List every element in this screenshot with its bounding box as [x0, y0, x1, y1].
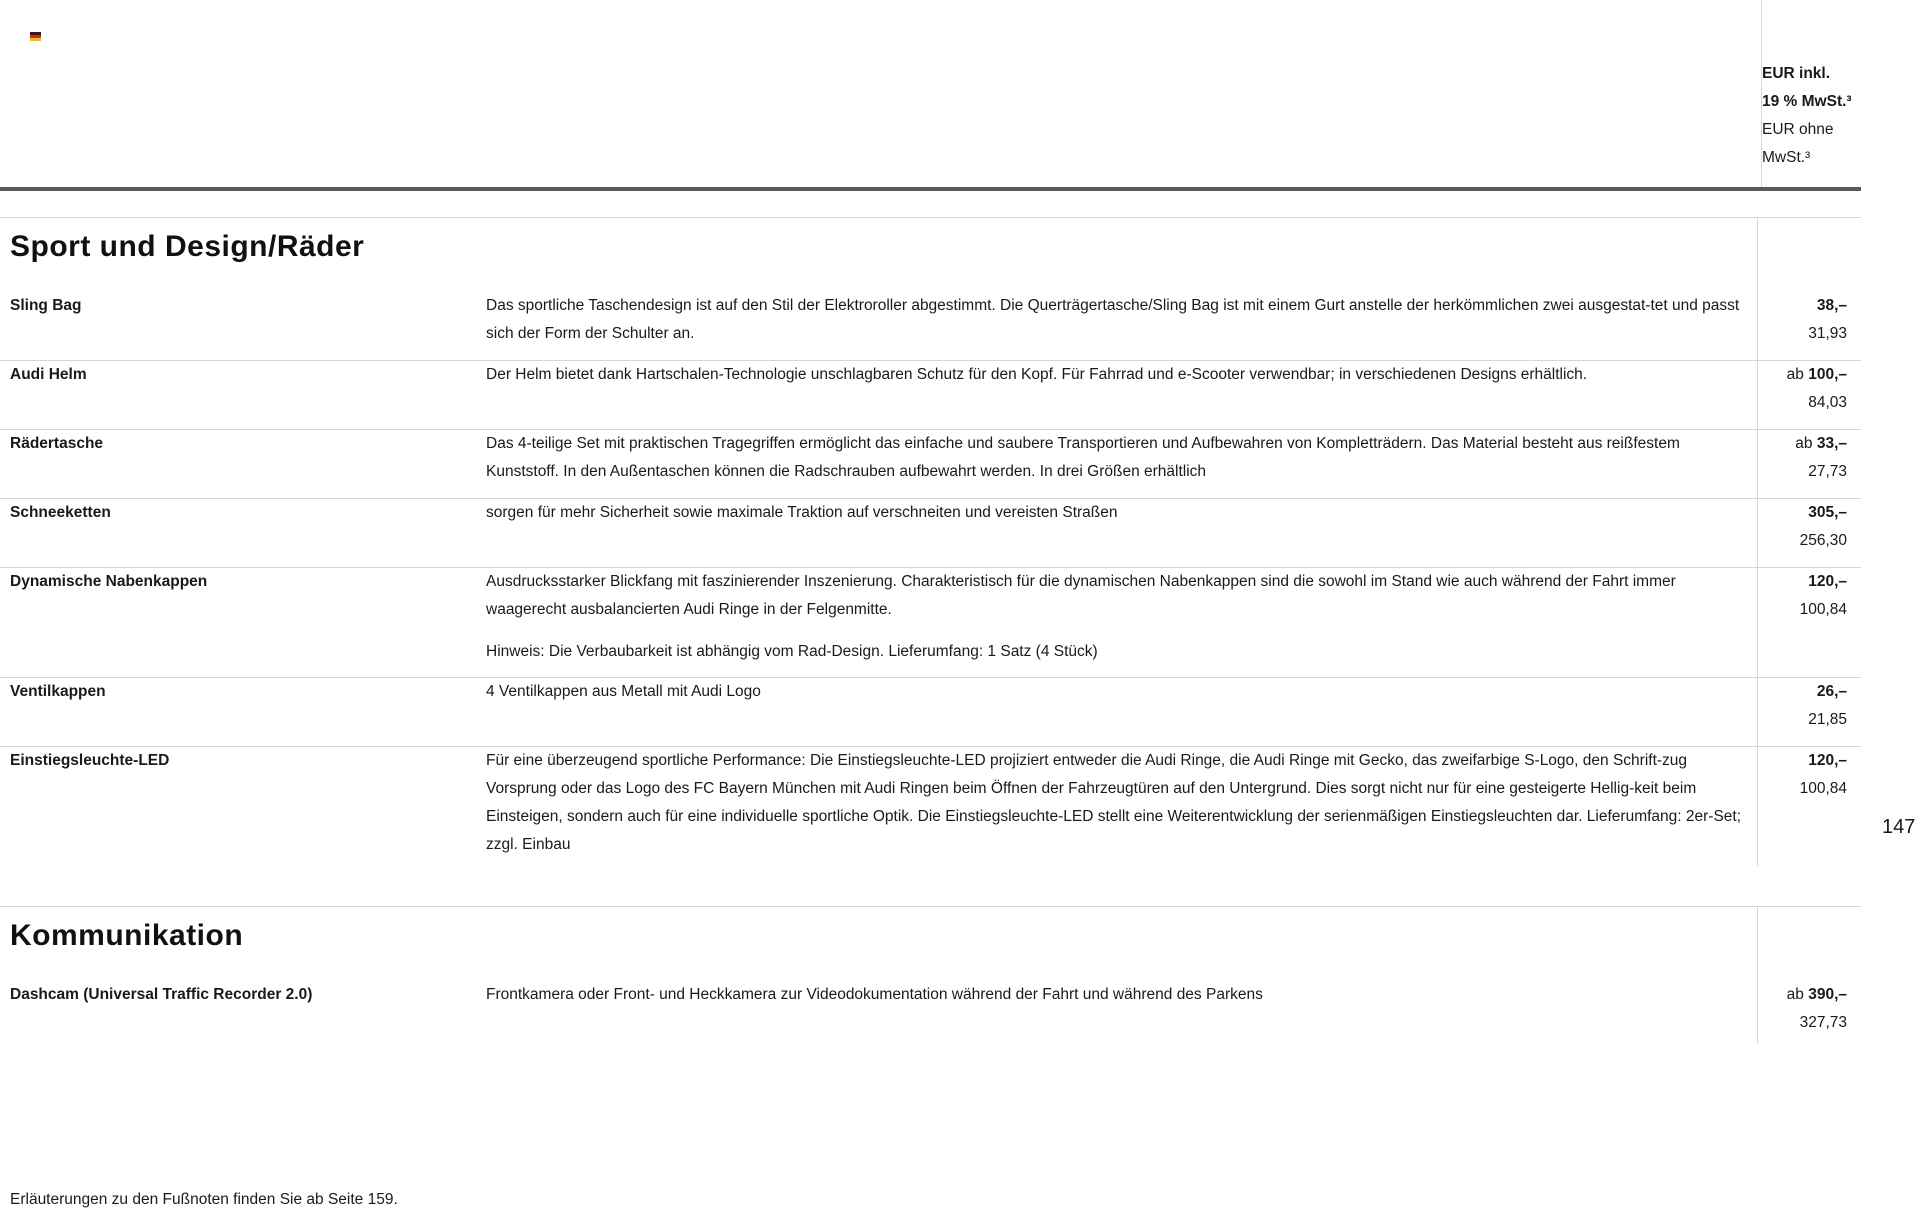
item-description: Frontkamera oder Front- und Heckkamera zur Videodokumentation während der Fahrt und während des Parkens	[486, 986, 1263, 1003]
section-kommunikation	[0, 906, 1861, 1044]
table-row	[0, 292, 1861, 361]
item-price	[1762, 499, 1847, 555]
price-net-label-1: EUR ohne	[1762, 121, 1834, 138]
price-gross: 100,–	[1808, 366, 1847, 383]
table-row	[0, 361, 1861, 430]
page-number: 147	[1882, 816, 1916, 838]
item-description: Ausdrucksstarker Blickfang mit faszinierender Inszenierung. Charakteristisch für die dynamischen Nabenkappen sind die sowohl im Stand wie auch während der Fahrt immer waagerecht ausbalancierten Audi Ringe in der Felgenmitte. Hinweis: Die Verbaubarkeit ist abhängig vom Rad-Design. Lieferumfang: 1 Satz (4 Stück)	[486, 573, 1676, 660]
table-row	[0, 499, 1861, 568]
price-gross: 390,–	[1808, 986, 1847, 1003]
item-description: Der Helm bietet dank Hartschalen-Technologie unschlagbaren Schutz für den Kopf. Für Fahrrad und e-Scooter verwendbar; in verschiedenen Designs erhältlich.	[486, 366, 1588, 383]
item-description: Für eine überzeugend sportliche Performance: Die Einstiegsleuchte-LED projiziert entweder die Audi Ringe, die Audi Ringe mit Gecko, das zweifarbige S-Logo, den Schrift-zug Vorsprung oder das Logo des FC Bayern München mit Audi Ringen beim Öffnen der Fahrzeugtüren auf den Untergrund. Dies sorgt nicht nur für eine gesteigerte Hellig-keit beim Einsteigen, sondern auch für eine individuelle sportliche Optik. Die Einstiegsleuchte-LED stellt eine Weiterentwicklung der serienmäßigen Einstiegsleuchten dar. Lieferumfang: 2er-Set; zzgl. Einbau	[486, 752, 1742, 853]
item-price	[1762, 747, 1847, 803]
section-title: Kommunikation	[10, 919, 244, 952]
item-name: Dashcam (Universal Traffic Recorder 2.0)	[10, 986, 313, 1003]
item-price: ab 33,– 27,73	[1762, 430, 1847, 486]
item-name: Rädertasche	[10, 435, 104, 452]
price-gross: 33,–	[1816, 435, 1847, 452]
item-description: Das 4-teilige Set mit praktischen Tragegriffen ermöglicht das einfache und saubere Transportieren und Aufbewahren von Kompletträdern. Das Material besteht aus reißfestem Kunststoff. In den Außentaschen können die Radschrauben aufbewahrt werden. In drei Größen erhältlich	[486, 435, 1680, 480]
item-name: Schneeketten	[10, 504, 111, 521]
price-header	[1762, 60, 1867, 172]
header-rule	[0, 187, 1861, 191]
item-price: ab 100,– 84,03	[1762, 361, 1847, 417]
price-gross: 120,–	[1808, 573, 1847, 590]
price-gross: 305,–	[1808, 504, 1847, 521]
item-description: 4 Ventilkappen aus Metall mit Audi Logo	[486, 683, 761, 700]
price-net-label-2: MwSt.³	[1762, 149, 1811, 166]
price-net: 21,85	[1808, 711, 1847, 728]
price-net: 256,30	[1799, 532, 1847, 549]
table-row	[0, 568, 1861, 678]
price-gross: 120,–	[1808, 752, 1847, 769]
price-net: 27,73	[1808, 463, 1847, 480]
price-gross: 26,–	[1816, 683, 1847, 700]
item-price	[1762, 678, 1847, 734]
price-gross-label-1: EUR inkl.	[1762, 65, 1831, 82]
table-row	[0, 430, 1861, 499]
item-name: Ventilkappen	[10, 683, 106, 700]
item-name: Sling Bag	[10, 297, 82, 314]
item-name: Einstiegsleuchte-LED	[10, 752, 170, 769]
table-row	[0, 747, 1861, 866]
item-name: Audi Helm	[10, 366, 87, 383]
table-row	[0, 981, 1861, 1043]
section-sport-design	[0, 217, 1861, 866]
item-description: sorgen für mehr Sicherheit sowie maximale Traktion auf verschneiten und vereisten Straßen	[486, 504, 1118, 521]
item-price	[1762, 292, 1847, 348]
price-net: 100,84	[1799, 601, 1847, 618]
price-gross: 38,–	[1816, 297, 1847, 314]
price-net: 84,03	[1808, 394, 1847, 411]
item-description: Das sportliche Taschendesign ist auf den Stil der Elektroroller abgestimmt. Die Querträgertasche/Sling Bag ist mit einem Gurt anstelle der herkömmlichen zwei ausgestat-tet und passt sich der Form der Schulter an.	[486, 297, 1740, 342]
item-price	[1762, 568, 1847, 624]
item-name: Dynamische Nabenkappen	[10, 573, 208, 590]
item-price: ab 390,– 327,73	[1762, 981, 1847, 1037]
table-row	[0, 678, 1861, 747]
price-net: 327,73	[1799, 1014, 1847, 1031]
language-flag-icon[interactable]	[30, 32, 41, 41]
price-net: 31,93	[1808, 325, 1847, 342]
price-net: 100,84	[1799, 780, 1847, 797]
price-gross-label-2: 19 % MwSt.³	[1762, 93, 1852, 110]
footnote: Erläuterungen zu den Fußnoten finden Sie ab Seite 159.	[10, 1191, 398, 1208]
section-title: Sport und Design/Räder	[10, 230, 365, 263]
